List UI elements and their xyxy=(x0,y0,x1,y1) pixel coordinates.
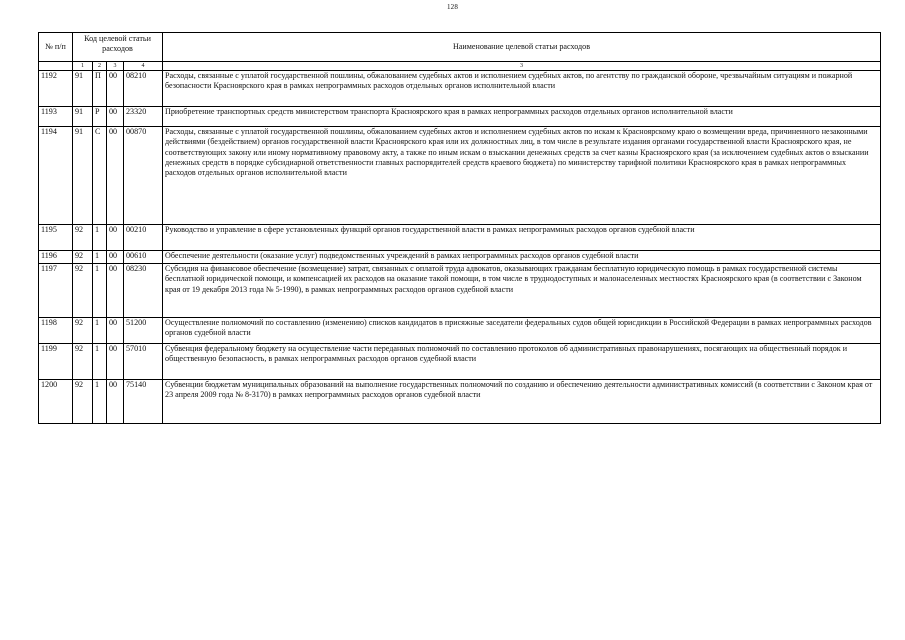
cell-code-part-4: 57010 xyxy=(124,344,163,380)
cell-code-part-3: 00 xyxy=(107,71,124,107)
cell-row-number: 1195 xyxy=(39,225,73,251)
cell-code-part-3: 00 xyxy=(107,127,124,225)
cell-row-number: 1200 xyxy=(39,380,73,424)
cell-row-number: 1199 xyxy=(39,344,73,380)
column-number: 2 xyxy=(93,62,107,71)
column-number: 4 xyxy=(124,62,163,71)
cell-expense-name: Руководство и управление в сфере установленных функций органов государственной власти в рамках непрограммных расходов органов судебной власти xyxy=(163,225,881,251)
cell-code-part-2: Р xyxy=(93,107,107,127)
cell-code-part-4: 08210 xyxy=(124,71,163,107)
header-code: Код целевой статьи расходов xyxy=(73,33,163,62)
cell-code-part-2: 1 xyxy=(93,225,107,251)
table-row xyxy=(39,318,881,344)
cell-row-number: 1197 xyxy=(39,264,73,318)
cell-code-part-4: 75140 xyxy=(124,380,163,424)
cell-code-part-4: 00870 xyxy=(124,127,163,225)
cell-code-part-3: 00 xyxy=(107,107,124,127)
cell-expense-name: Осуществление полномочий по составлению (изменению) списков кандидатов в присяжные заседатели федеральных судов общей юрисдикции в Российской Федерации в рамках непрограммных расходов органов судебной власти xyxy=(163,318,881,344)
cell-row-number: 1192 xyxy=(39,71,73,107)
cell-code-part-3: 00 xyxy=(107,251,124,264)
column-number-row xyxy=(39,62,881,71)
table-row xyxy=(39,107,881,127)
table-row xyxy=(39,264,881,318)
cell-code-part-2: 1 xyxy=(93,264,107,318)
header-num: № п/п xyxy=(39,33,73,62)
cell-code-part-3: 00 xyxy=(107,344,124,380)
cell-code-part-2: 1 xyxy=(93,380,107,424)
cell-code-part-4: 00210 xyxy=(124,225,163,251)
cell-code-part-2: 1 xyxy=(93,251,107,264)
budget-table xyxy=(38,32,881,424)
table-header-row xyxy=(39,33,881,62)
column-number: 3 xyxy=(107,62,124,71)
cell-expense-name: Субвенции бюджетам муниципальных образований на выполнение государственных полномочий по созданию и обеспечению деятельности административных комиссий (в соответствии с Законом края от 23 апреля 2009 года № 8-3170) в рамках непрограммных расходов органов судебной власти xyxy=(163,380,881,424)
cell-code-part-2: П xyxy=(93,71,107,107)
table-row xyxy=(39,380,881,424)
cell-code-part-4: 51200 xyxy=(124,318,163,344)
cell-expense-name: Обеспечение деятельности (оказание услуг) подведомственных учреждений в рамках непрограммных расходов органов судебной власти xyxy=(163,251,881,264)
cell-code-part-3: 00 xyxy=(107,380,124,424)
cell-expense-name: Расходы, связанные с уплатой государственной пошлины, обжалованием судебных актов и исполнением судебных актов по искам к Красноярскому краю о возмещении вреда, причиненного незаконными действиями (бездействием) органов государственной власти Красноярского края или их должностных лиц, в том числе в результате издания органами государственной власти Красноярского края, не соответствующих закону или иному нормативному правовому акту, а также по иным искам о взыскании денежных средств за счет казны Красноярского края (за исключением судебных актов о взыскании денежных средств в порядке субсидиарной ответственности главных распорядителей средств краевого бюджета) по министерству тарифной политики Красноярского края в рамках непрограммных расходов отдельных органов исполнительной власти xyxy=(163,127,881,225)
cell-code-part-3: 00 xyxy=(107,225,124,251)
cell-row-number: 1193 xyxy=(39,107,73,127)
cell-code-part-1: 92 xyxy=(73,251,93,264)
table-row xyxy=(39,71,881,107)
cell-code-part-4: 00610 xyxy=(124,251,163,264)
header-name: Наименование целевой статьи расходов xyxy=(163,33,881,62)
cell-row-number: 1196 xyxy=(39,251,73,264)
table-row xyxy=(39,127,881,225)
cell-code-part-1: 92 xyxy=(73,318,93,344)
column-number: 1 xyxy=(73,62,93,71)
cell-code-part-2: 1 xyxy=(93,344,107,380)
cell-expense-name: Субсидия на финансовое обеспечение (возмещение) затрат, связанных с оплатой труда адвокатов, оказывающих гражданам бесплатную юридическую помощь в рамках государственной системы бесплатной юридической помощи, и компенсацией их расходов на оказание такой помощи, в том числе в труднодоступных и малонаселенных местностях Красноярского края (в соответствии с Законом края от 19 декабря 2013 года № 5-1990), в рамках непрограммных расходов органов судебной власти xyxy=(163,264,881,318)
cell-row-number: 1198 xyxy=(39,318,73,344)
cell-code-part-4: 08230 xyxy=(124,264,163,318)
cell-code-part-1: 92 xyxy=(73,380,93,424)
column-number: 3 xyxy=(163,62,881,71)
table-row xyxy=(39,251,881,264)
cell-code-part-4: 23320 xyxy=(124,107,163,127)
cell-code-part-1: 91 xyxy=(73,71,93,107)
cell-code-part-2: 1 xyxy=(93,318,107,344)
page-number: 128 xyxy=(446,3,459,11)
cell-code-part-1: 91 xyxy=(73,127,93,225)
cell-code-part-1: 92 xyxy=(73,344,93,380)
cell-code-part-3: 00 xyxy=(107,318,124,344)
column-number-blank xyxy=(39,62,73,71)
cell-expense-name: Субвенция федеральному бюджету на осуществление части переданных полномочий по составлению протоколов об административных правонарушениях, посягающих на общественный порядок и общественную безопасность, в рамках непрограммных расходов органов судебной власти xyxy=(163,344,881,380)
cell-expense-name: Расходы, связанные с уплатой государственной пошлины, обжалованием судебных актов и исполнением судебных актов, по агентству по гражданской обороне, чрезвычайным ситуациям и пожарной безопасности Красноярского края в рамках непрограммных расходов отдельных органов исполнительной власти xyxy=(163,71,881,107)
cell-row-number: 1194 xyxy=(39,127,73,225)
table-row xyxy=(39,344,881,380)
cell-code-part-2: С xyxy=(93,127,107,225)
cell-code-part-1: 92 xyxy=(73,225,93,251)
table-row xyxy=(39,225,881,251)
cell-code-part-1: 91 xyxy=(73,107,93,127)
cell-code-part-3: 00 xyxy=(107,264,124,318)
cell-code-part-1: 92 xyxy=(73,264,93,318)
cell-expense-name: Приобретение транспортных средств министерством транспорта Красноярского края в рамках непрограммных расходов отдельных органов исполнительной власти xyxy=(163,107,881,127)
